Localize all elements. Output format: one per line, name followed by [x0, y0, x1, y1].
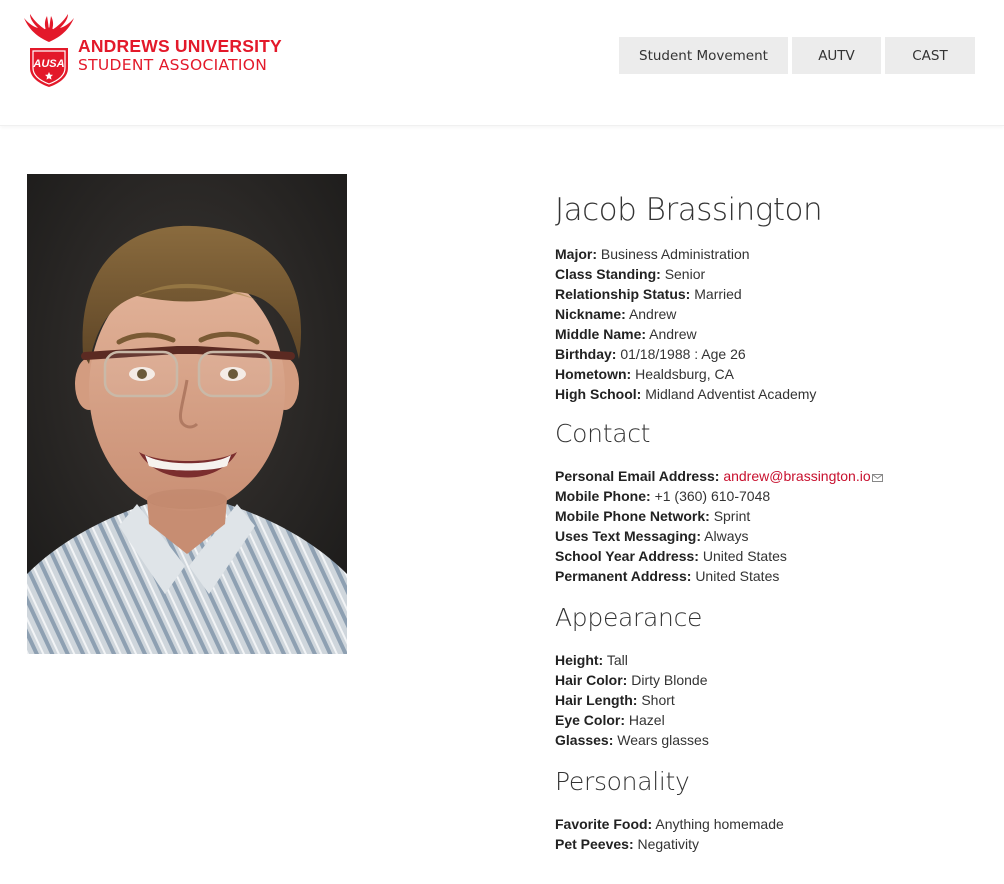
field-label: Hometown:	[555, 366, 632, 382]
field-label: Glasses:	[555, 732, 614, 748]
basic-info	[555, 244, 985, 404]
field-value: United States	[695, 568, 780, 584]
field-label: Major:	[555, 246, 597, 262]
portrait-image	[27, 174, 347, 654]
field-label: Favorite Food:	[555, 816, 653, 832]
field-value: Always	[704, 528, 749, 544]
field-nickname	[555, 304, 985, 324]
field-label: Hair Color:	[555, 672, 628, 688]
field-relationship-status	[555, 284, 985, 304]
profile-details	[555, 188, 985, 854]
field-middle-name	[555, 324, 985, 344]
field-label: Relationship Status:	[555, 286, 691, 302]
field-mobile-phone	[555, 486, 985, 506]
field-label: Nickname:	[555, 306, 626, 322]
field-label: Birthday:	[555, 346, 617, 362]
logo-line1: ANDREWS UNIVERSITY	[78, 36, 282, 56]
field-height	[555, 650, 985, 670]
field-label: Hair Length:	[555, 692, 638, 708]
logo-badge-text: AUSA	[33, 58, 65, 70]
field-class-standing	[555, 264, 985, 284]
field-value: Hazel	[628, 712, 665, 728]
field-value: Short	[641, 692, 675, 708]
field-label: School Year Address:	[555, 548, 699, 564]
field-label: Permanent Address:	[555, 568, 692, 584]
email-link[interactable]: andrew@brassington.io	[723, 468, 871, 484]
ausa-logo[interactable]	[22, 12, 312, 88]
field-value: Negativity	[637, 836, 699, 852]
field-high-school	[555, 384, 985, 404]
field-label: Mobile Phone:	[555, 488, 651, 504]
field-label: High School:	[555, 386, 642, 402]
site-header	[0, 0, 1004, 126]
section-title-personality: Personality	[555, 767, 690, 796]
field-hair-color	[555, 670, 985, 690]
field-personal-email	[555, 466, 985, 486]
field-value: Andrew	[649, 326, 697, 342]
field-text-messaging	[555, 526, 985, 546]
field-value: Married	[694, 286, 742, 302]
field-value: Sprint	[713, 508, 751, 524]
field-favorite-food	[555, 814, 985, 834]
logo-line2: STUDENT ASSOCIATION	[78, 55, 268, 74]
field-label: Mobile Phone Network:	[555, 508, 710, 524]
field-hair-length	[555, 690, 985, 710]
field-value: +1 (360) 610-7048	[654, 488, 771, 504]
section-title-contact: Contact	[555, 419, 651, 448]
field-value: United States	[702, 548, 787, 564]
field-label: Uses Text Messaging:	[555, 528, 702, 544]
personality-info	[555, 814, 985, 854]
field-label: Pet Peeves:	[555, 836, 634, 852]
nav-student-movement[interactable]: Student Movement	[619, 37, 788, 74]
logo-wordmark	[78, 38, 282, 73]
field-value: Andrew	[628, 306, 677, 322]
field-value: Tall	[606, 652, 628, 668]
field-birthday	[555, 344, 985, 364]
field-school-year-address	[555, 546, 985, 566]
field-label: Middle Name:	[555, 326, 647, 342]
appearance-info	[555, 650, 985, 750]
field-label: Class Standing:	[555, 266, 661, 282]
profile-name: Jacob Brassington	[555, 192, 823, 228]
field-eye-color	[555, 710, 985, 730]
field-mobile-network	[555, 506, 985, 526]
field-label: Height:	[555, 652, 604, 668]
field-permanent-address	[555, 566, 985, 586]
field-value: Midland Adventist Academy	[645, 386, 817, 402]
nav-cast[interactable]: CAST	[885, 37, 975, 74]
field-label: Eye Color:	[555, 712, 626, 728]
field-major	[555, 244, 985, 264]
field-value: 01/18/1988 : Age 26	[620, 346, 746, 362]
field-value: Healdsburg, CA	[635, 366, 734, 382]
field-value: Senior	[664, 266, 706, 282]
field-value: Dirty Blonde	[631, 672, 708, 688]
field-glasses	[555, 730, 985, 750]
section-title-appearance: Appearance	[555, 603, 703, 632]
field-label: Personal Email Address:	[555, 468, 720, 484]
field-hometown	[555, 364, 985, 384]
field-value: Wears glasses	[617, 732, 709, 748]
eagle-shield-icon	[22, 12, 76, 88]
field-pet-peeves	[555, 834, 985, 854]
contact-info	[555, 466, 985, 586]
profile-photo	[27, 174, 347, 654]
field-value: Business Administration	[600, 246, 750, 262]
mail-icon	[872, 473, 883, 482]
field-value: Anything homemade	[655, 816, 784, 832]
nav-autv[interactable]: AUTV	[792, 37, 881, 74]
